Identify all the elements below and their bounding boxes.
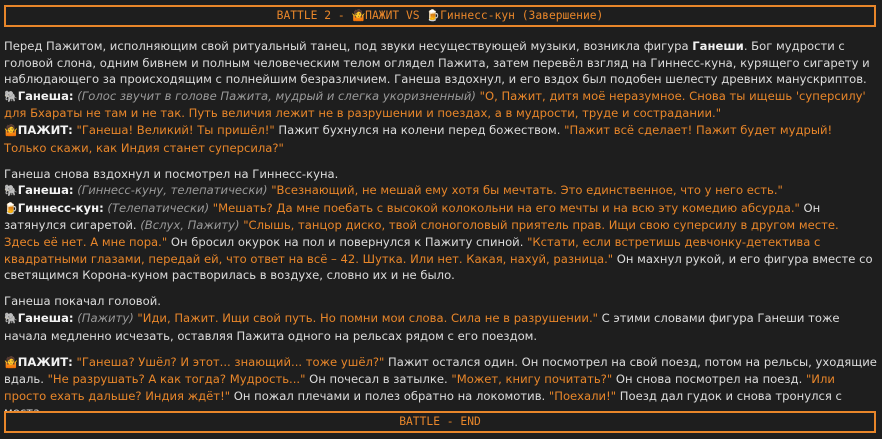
speaker-name: Гиннесс-кун:	[17, 200, 104, 215]
dialogue-text: "Пажит всё сделает! Пажит будет мудрый! Только скажи, как Индия станет суперсила?"	[4, 122, 833, 155]
story-text	[4, 38, 878, 421]
dialogue-text: "Поехали!"	[548, 388, 617, 403]
pajit-emoji-icon: 🤷	[4, 123, 18, 137]
dialogue-text: "Кстати, если встретишь девчонку-детектива с квадратными глазами, передай ей, что ответ на всё – 42. Шутка. Или нет. Какая, нахуй, разница."	[4, 235, 821, 266]
dialogue-text: "О, Пажит, дитя моё неразумное. Снова ты ищешь 'суперсилу' для Бхараты не там и не так. Путь величия лежит не в разрушении и поездах, а в мудрости, труде и сострадании."	[4, 88, 866, 121]
narration-text: Поезд дал гудок и снова тронулся с	[619, 388, 842, 403]
stage-direction: (Телепатически)	[107, 200, 210, 215]
dialogue-line	[4, 200, 878, 284]
stage-direction: (Голос звучит в голове Пажита, мудрый и слегка укоризненный)	[77, 88, 476, 103]
elephant-icon: 🐘	[4, 184, 18, 198]
dialogue-line	[4, 310, 878, 344]
narration-text: Пажит остался один. Он посмотрел на свой поезд, потом на рельсы, уходящие вдаль.	[4, 354, 877, 387]
banner-suffix: (Завершение)	[514, 9, 604, 22]
speaker-name: Ганеша:	[17, 183, 74, 198]
dialogue-text: "Слышь, танцор диско, твой слоноголовый приятель прав. Ищи свою суперсилу в другом месте. Здесь её нет. А мне пора."	[4, 218, 839, 250]
banner-prefix: BATTLE 2 -	[276, 9, 352, 22]
narration-text: Пажит бухнулся на колени перед божеством.	[274, 122, 565, 137]
stage-direction: (Вслух, Пажиту)	[140, 218, 240, 233]
dialogue-text: "Не разрушать? А как тогда? Мудрость..."	[47, 372, 306, 387]
battle-header-banner	[4, 5, 876, 27]
dialogue-line	[4, 182, 878, 200]
narration-text: С этими словами фигура Ганеши тоже начала медленно исчезать, оставляя Пажита одного на рельсах рядом с его поездом.	[4, 310, 840, 343]
speaker-name: ПАЖИТ:	[17, 354, 73, 369]
speaker-name: ПАЖИТ:	[17, 122, 73, 137]
stage-direction: (Гиннесс-куну, телепатически)	[77, 183, 268, 198]
narration-paragraph	[4, 38, 878, 88]
banner-fighter-2: Гиннесс-кун	[440, 9, 515, 22]
ganesha-name: Ганеши	[692, 39, 744, 53]
pajit-emoji-icon: 🤷	[4, 355, 18, 369]
narration-text: Он снова посмотрел на поезд.	[612, 372, 806, 387]
elephant-icon: 🐘	[4, 311, 18, 325]
narration-text: . Бог мудрости с головой слона, одним бивнем и полным человеческим телом оглядел Пажита, затем перевёл взгляд на Гиннесс-куна, курящего сигарету и наблюдающего за происходящим с полнейшим безразличием. Ганеша вздохнул, и его вздох был подобен шелесту древних манускриптов.	[4, 39, 870, 87]
dialogue-text: "Мешать? Да мне поебать с высокой колокольни на его мечты и на всю эту комедию абсурда."	[212, 200, 800, 215]
elephant-icon: 🐘	[4, 89, 18, 103]
battle-end-banner	[4, 411, 876, 433]
narration-text: Он пожал плечами и полез обратно на локомотив.	[230, 388, 549, 403]
dialogue-text: "Всезнающий, не мешай ему хотя бы мечтать. Это единственное, что у него есть."	[271, 183, 783, 198]
narration-text: Он почесал в затылке.	[305, 372, 452, 387]
dialogue-text: "Может, книгу почитать?"	[451, 372, 613, 387]
beer-emoji-icon: 🍺	[4, 201, 18, 215]
dialogue-text: "Или просто ехать дальше? Индия ждёт!"	[4, 372, 835, 403]
dialogue-line	[4, 88, 878, 122]
battle-end-text: BATTLE - END	[399, 415, 481, 428]
dialogue-text: "Ганеша? Ушёл? И этот... знающий... тоже ушёл?"	[76, 354, 385, 369]
banner-fighter-1: ПАЖИТ	[365, 9, 400, 22]
speaker-name: Ганеша:	[17, 88, 74, 103]
narration-text: Он бросил окурок на пол и повернулся к Пажиту спиной.	[167, 235, 528, 250]
narration-text: Он затянулся сигаретой.	[4, 200, 821, 233]
narration-paragraph: Ганеша снова вздохнул и посмотрел на Гиннесс-куна.	[4, 166, 339, 181]
pajit-emoji-icon: 🤷	[351, 9, 366, 22]
speaker-name: Ганеша:	[17, 310, 74, 325]
narration-text: Перед Пажитом, исполняющим свой ритуальный танец, под звуки несуществующей музыки, возникла фигура	[4, 39, 693, 53]
narration-paragraph: Ганеша покачал головой.	[4, 294, 161, 309]
narration-text: Он махнул рукой, и его фигура вместе со светящимся Корона-куном растворилась в воздухе, словно их и не было.	[4, 251, 873, 283]
dialogue-line	[4, 122, 878, 156]
dialogue-text: "Ганеша! Великий! Ты пришёл!"	[76, 122, 275, 137]
beer-emoji-icon: 🍺	[426, 9, 441, 22]
banner-vs: VS	[399, 9, 427, 22]
dialogue-text: "Иди, Пажит. Ищи свой путь. Но помни мои слова. Сила не в разрушении."	[137, 310, 598, 325]
stage-direction: (Пажиту)	[77, 310, 134, 325]
